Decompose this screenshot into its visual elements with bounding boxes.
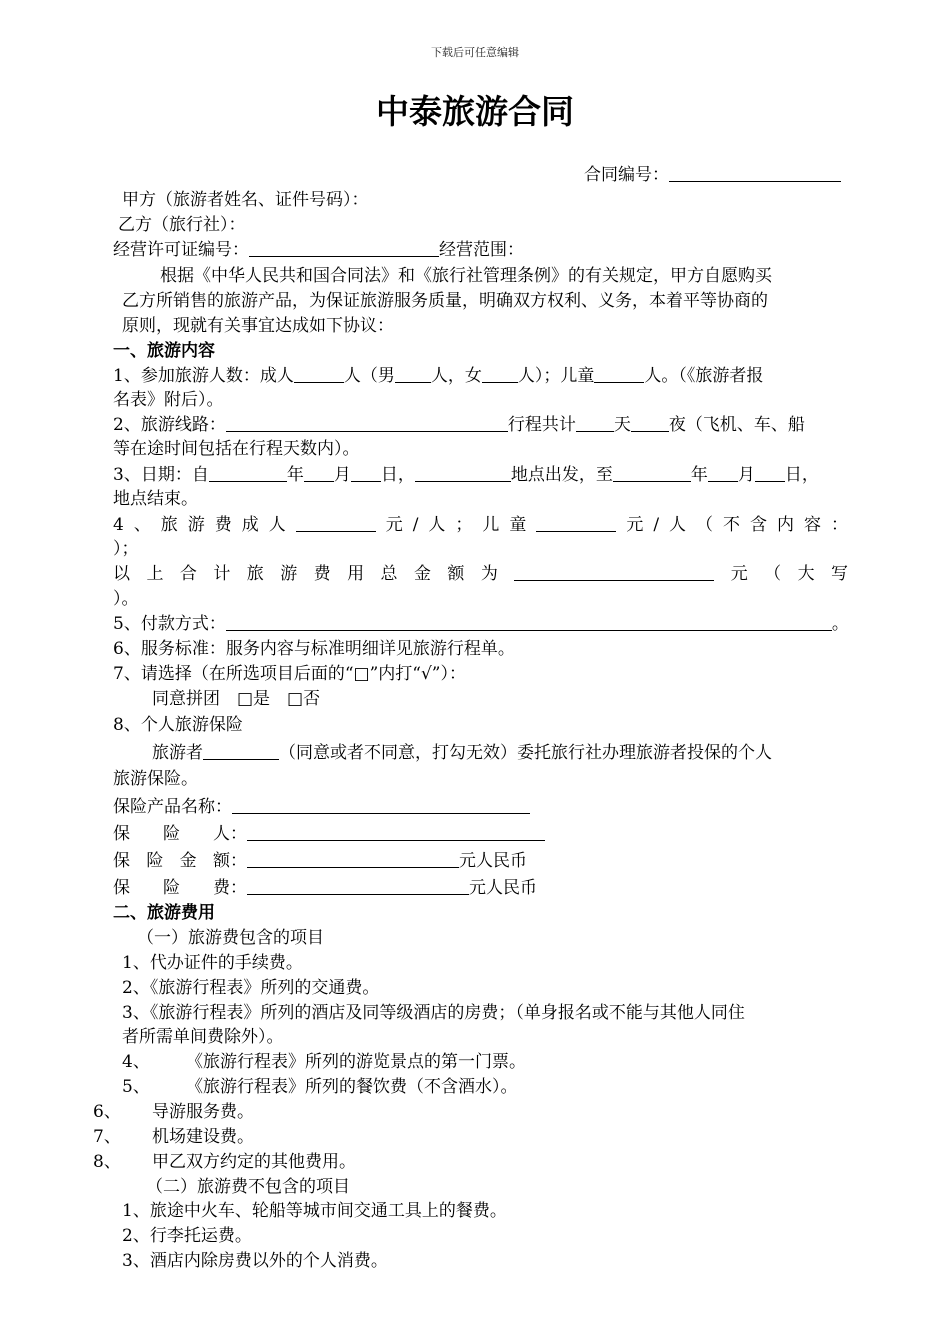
- child-fee-blank[interactable]: [536, 514, 616, 532]
- item-4-char: 含: [749, 515, 767, 535]
- included-item-2: 2、《旅游行程表》所列的交通费。: [122, 978, 380, 998]
- item-4-cont: ）；: [113, 539, 139, 559]
- intro-line-1: 根据《中华人民共和国合同法》和《旅行社管理条例》的有关规定，甲方自愿购买: [160, 266, 772, 286]
- included-item-7: 机场建设费。: [152, 1127, 254, 1147]
- item-8-prefix: 旅游者: [152, 743, 203, 763]
- item-3-cont: 地点结束。: [113, 489, 198, 509]
- item-4-char: （: [696, 515, 714, 535]
- total-char: （: [764, 564, 782, 584]
- excluded-item-1: 1、旅途中火车、轮船等城市间交通工具上的餐费。: [122, 1201, 507, 1221]
- item-5-prefix: 5、付款方式：: [113, 614, 226, 634]
- item-4-char: 儿: [482, 515, 500, 535]
- premium-char: 险: [163, 878, 180, 898]
- intro-line-2: 乙方所销售的旅游产品，为保证旅游服务质量，明确双方权利、义务，本着平等协商的: [122, 291, 768, 311]
- item-4-char: 人: [669, 515, 687, 535]
- premium-row: [113, 877, 537, 899]
- item-4-char: 、: [133, 515, 151, 535]
- insured-amount-char: 保: [113, 851, 130, 871]
- item-4-char: 不: [723, 515, 740, 535]
- item-4-char: ；: [455, 515, 473, 535]
- item-8-line-1: [152, 742, 772, 764]
- included-item-5-number: 5、: [122, 1077, 150, 1097]
- item-3-row: [113, 464, 819, 486]
- section-1-heading: 一、旅游内容: [113, 341, 215, 361]
- total-char: 额: [447, 564, 465, 584]
- intro-line-3: 原则，现就有关事宜达成如下协议：: [122, 316, 394, 336]
- insurer-char: 人：: [213, 824, 247, 844]
- total-char: 游: [280, 564, 298, 584]
- item-4-char: 元: [626, 515, 644, 535]
- route-blank[interactable]: [226, 414, 508, 432]
- contract-number-label: 合同编号：: [584, 165, 669, 185]
- header-note: 下载后可任意编辑: [431, 46, 519, 59]
- item-5-end: 。: [831, 614, 849, 634]
- days-blank[interactable]: [576, 414, 614, 432]
- excluded-subheading: （二）旅游费不包含的项目: [146, 1177, 350, 1197]
- total-char: 以: [113, 564, 130, 584]
- item-1-text-4: 人）；儿童: [517, 366, 595, 386]
- included-item-8-number: 8、: [93, 1152, 121, 1172]
- insured-amount-label: [113, 850, 247, 872]
- item-4-char: 费: [214, 515, 232, 535]
- item-2-prefix: 2、旅游线路：: [113, 415, 226, 435]
- total-char: 用: [347, 564, 365, 584]
- insurer-char: 险: [163, 824, 180, 844]
- total-cont: ）。: [113, 589, 139, 609]
- item-1-text-5: 人。（《旅游者报: [644, 366, 764, 386]
- start-day-blank[interactable]: [351, 464, 381, 482]
- item-2-text-4: 夜（飞机、车、船: [668, 415, 805, 435]
- premium-blank[interactable]: [247, 877, 469, 895]
- scope-label: 经营范围：: [439, 240, 524, 260]
- total-char: 上: [146, 564, 164, 584]
- nights-blank[interactable]: [631, 414, 669, 432]
- item-4-char: 人: [428, 515, 446, 535]
- item-1-prefix: 1、参加旅游人数：成人: [113, 366, 294, 386]
- item-6: 6、服务标准：服务内容与标准明细详见旅游行程单。: [113, 639, 515, 659]
- item-2-row: [113, 414, 805, 436]
- total-char: 金: [413, 564, 431, 584]
- excluded-item-3: 3、酒店内除房费以外的个人消费。: [122, 1251, 388, 1271]
- license-row: [113, 239, 524, 261]
- item-4-char: /: [653, 515, 660, 535]
- item-4-char: 旅: [160, 515, 178, 535]
- contract-number-row: [584, 164, 841, 186]
- item-3-depart: 地点出发，至: [510, 465, 613, 485]
- insurer-blank[interactable]: [247, 823, 545, 841]
- total-char: 为: [480, 564, 498, 584]
- insurer-row: [113, 823, 545, 845]
- end-year-blank[interactable]: [613, 464, 691, 482]
- item-1-text-2: 人（男: [343, 366, 395, 386]
- included-item-4: 《旅游行程表》所列的游览景点的第一门票。: [186, 1052, 526, 1072]
- total-char: 旅: [246, 564, 264, 584]
- excluded-item-2: 2、行李托运费。: [122, 1226, 252, 1246]
- insured-amount-unit: 元人民币: [459, 851, 527, 871]
- item-4-char: ：: [830, 515, 848, 535]
- item-7-options[interactable]: 同意拼团 □是 □否: [152, 689, 321, 709]
- end-month-blank[interactable]: [708, 464, 738, 482]
- included-item-7-number: 7、: [93, 1127, 121, 1147]
- party-b-line: 乙方（旅行社）：: [118, 215, 246, 235]
- insured-amount-char: 金: [179, 851, 197, 871]
- males-blank[interactable]: [395, 365, 431, 383]
- item-2-cont: 等在途时间包括在行程天数内）。: [113, 439, 360, 459]
- included-item-6: 导游服务费。: [152, 1102, 254, 1122]
- item-3-day: 日，: [380, 465, 415, 485]
- insurer-label: [113, 823, 247, 845]
- insurance-product-row: [113, 796, 530, 818]
- item-7: 7、请选择（在所选项目后面的“□”内打“√”）：: [113, 664, 466, 684]
- included-item-6-number: 6、: [93, 1102, 121, 1122]
- item-3-year-2: 年: [690, 465, 708, 485]
- item-3-prefix: 3、日期：自: [113, 465, 209, 485]
- item-2-text-2: 行程共计: [507, 415, 576, 435]
- item-3-month-2: 月: [737, 465, 755, 485]
- item-4-char: 成: [241, 515, 259, 535]
- total-char: 元: [730, 564, 748, 584]
- insurance-product-blank[interactable]: [232, 796, 530, 814]
- insured-amount-char: 险: [146, 851, 164, 871]
- premium-char: 费：: [213, 878, 247, 898]
- item-3-month: 月: [333, 465, 351, 485]
- license-blank[interactable]: [249, 239, 439, 257]
- total-char: 合: [179, 564, 197, 584]
- insured-amount-char: 额：: [212, 851, 247, 871]
- included-item-4-number: 4、: [122, 1052, 150, 1072]
- item-2-text-3: 天: [613, 415, 631, 435]
- party-a-line: 甲方（旅游者姓名、证件号码）：: [122, 190, 369, 210]
- item-1-cont: 名表》附后）。: [113, 390, 224, 410]
- item-4-char: 内: [776, 515, 794, 535]
- included-item-8: 甲乙双方约定的其他费用。: [152, 1152, 356, 1172]
- total-row: [113, 563, 848, 585]
- total-char: 写: [831, 564, 848, 584]
- item-4-char: 游: [187, 515, 205, 535]
- item-1-row: [113, 365, 763, 387]
- premium-label: [113, 877, 247, 899]
- start-year-blank[interactable]: [209, 464, 287, 482]
- insured-amount-blank[interactable]: [247, 850, 459, 868]
- item-4-char: 童: [509, 515, 527, 535]
- item-5-row: [113, 613, 849, 635]
- item-3-year: 年: [286, 465, 304, 485]
- item-3-day-2: 日，: [784, 465, 819, 485]
- included-item-3-cont: 者所需单间费除外）。: [122, 1027, 284, 1047]
- adults-blank[interactable]: [294, 365, 344, 383]
- adult-fee-blank[interactable]: [296, 514, 376, 532]
- license-label: 经营许可证编号：: [113, 240, 249, 260]
- premium-unit: 元人民币: [469, 878, 537, 898]
- total-char: 大: [797, 564, 815, 584]
- item-4-char: 4: [113, 515, 124, 535]
- females-blank[interactable]: [482, 365, 518, 383]
- total-char: 总: [380, 564, 398, 584]
- insured-amount-row: [113, 850, 527, 872]
- consent-blank[interactable]: [203, 742, 279, 760]
- total-amount-blank[interactable]: [514, 563, 714, 581]
- end-day-blank[interactable]: [755, 464, 785, 482]
- start-month-blank[interactable]: [304, 464, 334, 482]
- premium-char: 保: [113, 878, 130, 898]
- payment-method-blank[interactable]: [226, 613, 832, 631]
- item-1-text-3: 人，女: [430, 366, 482, 386]
- children-blank[interactable]: [594, 365, 644, 383]
- item-4-char: 人: [268, 515, 286, 535]
- included-subheading: （一）旅游费包含的项目: [137, 928, 324, 948]
- included-item-5: 《旅游行程表》所列的餐饮费（不含酒水）。: [186, 1077, 518, 1097]
- item-4-row: [113, 514, 848, 536]
- item-4-char: 元: [385, 515, 403, 535]
- depart-place-blank[interactable]: [415, 464, 511, 482]
- total-char: 计: [213, 564, 231, 584]
- included-item-3: 3、《旅游行程表》所列的酒店及同等级酒店的房费；（单身报名或不能与其他人同住: [122, 1003, 745, 1023]
- item-8: 8、个人旅游保险: [113, 715, 243, 735]
- item-8-line-2: 旅游保险。: [113, 769, 198, 789]
- insurer-char: 保: [113, 824, 130, 844]
- section-2-heading: 二、旅游费用: [113, 903, 215, 923]
- total-char: 费: [313, 564, 331, 584]
- item-4-char: 容: [803, 515, 821, 535]
- item-8-suffix: （同意或者不同意，打勾无效）委托旅行社办理旅游者投保的个人: [279, 743, 772, 763]
- item-4-char: /: [412, 515, 419, 535]
- page-title: 中泰旅游合同: [376, 92, 574, 131]
- included-item-1: 1、代办证件的手续费。: [122, 953, 303, 973]
- contract-number-blank[interactable]: [669, 164, 841, 182]
- insurance-product-label: 保险产品名称：: [113, 797, 232, 817]
